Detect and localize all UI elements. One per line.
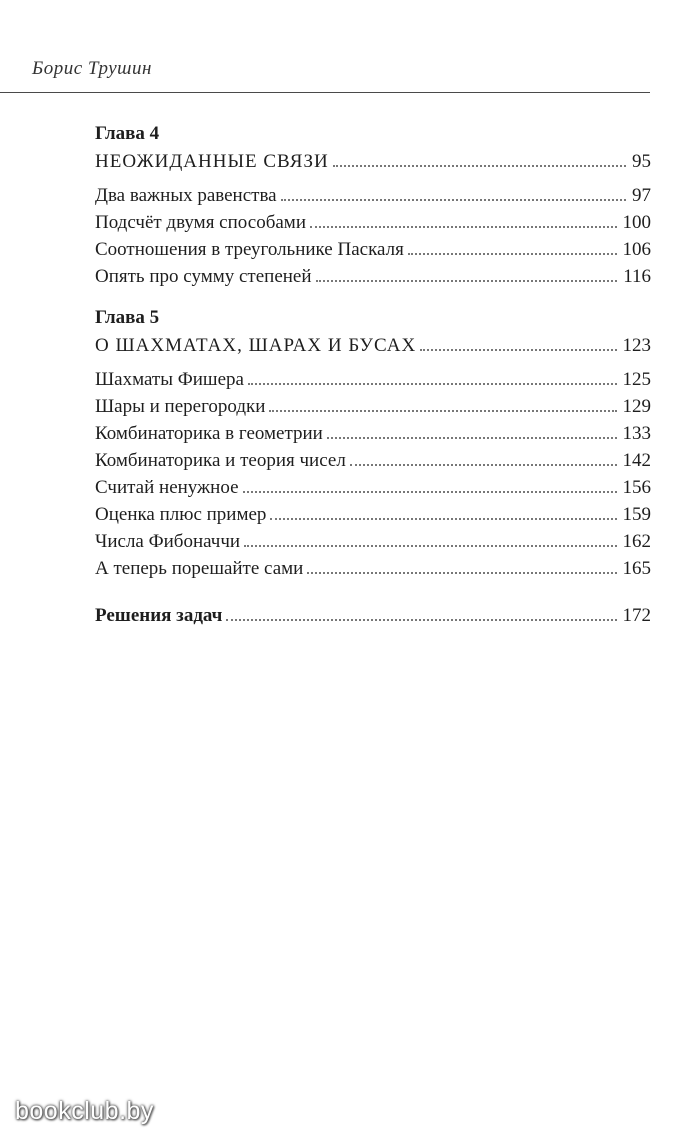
page-number: 123 [622, 335, 651, 356]
running-head: Борис Трушин [32, 58, 152, 79]
dot-leader [333, 165, 626, 167]
chapter-title-entry[interactable] [95, 332, 651, 362]
section-title: Оценка плюс пример [95, 504, 267, 525]
table-of-contents [95, 122, 651, 629]
page-number: 172 [622, 605, 651, 626]
page-number: 100 [622, 212, 651, 233]
page-number: 142 [622, 450, 651, 471]
dot-leader [269, 410, 616, 412]
chapter-title: О ШАХМАТАХ, ШАРАХ И БУСАХ [95, 335, 417, 356]
page-number: 133 [622, 423, 651, 444]
section-title: Шары и перегородки [95, 396, 266, 417]
dot-leader [307, 572, 616, 574]
section-title: Два важных равенства [95, 185, 277, 206]
solutions-title: Решения задач [95, 605, 223, 626]
toc-entry[interactable] [95, 420, 651, 447]
dot-leader [243, 491, 617, 493]
section-title: Соотношения в треугольнике Паскаля [95, 239, 404, 260]
chapter-title: НЕОЖИДАННЫЕ СВЯЗИ [95, 151, 329, 172]
page-number: 129 [622, 396, 651, 417]
dot-leader [270, 518, 616, 520]
section-title: Подсчёт двумя способами [95, 212, 306, 233]
section-title: А теперь порешайте сами [95, 558, 304, 579]
chapter-4 [95, 122, 651, 290]
dot-leader [350, 464, 617, 466]
toc-entry[interactable] [95, 263, 651, 290]
page-number: 156 [622, 477, 651, 498]
page-number: 159 [622, 504, 651, 525]
toc-entry[interactable] [95, 236, 651, 263]
toc-entry[interactable] [95, 182, 651, 209]
toc-entry[interactable] [95, 366, 651, 393]
toc-entry[interactable] [95, 555, 651, 582]
section-title: Считай ненужное [95, 477, 239, 498]
solutions-entry[interactable] [95, 602, 651, 629]
page-number: 125 [622, 369, 651, 390]
chapter-5 [95, 306, 651, 582]
chapter-label: Глава 4 [95, 123, 160, 144]
dot-leader [316, 280, 618, 282]
section-title: Комбинаторика в геометрии [95, 423, 323, 444]
dot-leader [248, 383, 617, 385]
page-number: 116 [623, 266, 651, 287]
section-title: Числа Фибоначчи [95, 531, 241, 552]
page-number: 162 [622, 531, 651, 552]
dot-leader [244, 545, 616, 547]
dot-leader [281, 199, 626, 201]
watermark: bookclub.by [15, 1097, 154, 1125]
page-number: 95 [632, 151, 651, 172]
dot-leader [408, 253, 617, 255]
chapter-label: Глава 5 [95, 307, 160, 328]
dot-leader [226, 619, 616, 621]
toc-entry[interactable] [95, 209, 651, 236]
section-title: Опять про сумму степеней [95, 266, 312, 287]
page-number: 97 [632, 185, 651, 206]
dot-leader [327, 437, 617, 439]
toc-entry[interactable] [95, 474, 651, 501]
section-title: Комбинаторика и теория чисел [95, 450, 346, 471]
page-number: 165 [622, 558, 651, 579]
toc-entry[interactable] [95, 447, 651, 474]
chapter-title-entry[interactable] [95, 148, 651, 178]
dot-leader [310, 226, 617, 228]
page-number: 106 [622, 239, 651, 260]
dot-leader [420, 349, 616, 351]
section-title: Шахматы Фишера [95, 369, 244, 390]
toc-entry[interactable] [95, 528, 651, 555]
header-rule [0, 92, 650, 93]
toc-entry[interactable] [95, 501, 651, 528]
toc-entry[interactable] [95, 393, 651, 420]
